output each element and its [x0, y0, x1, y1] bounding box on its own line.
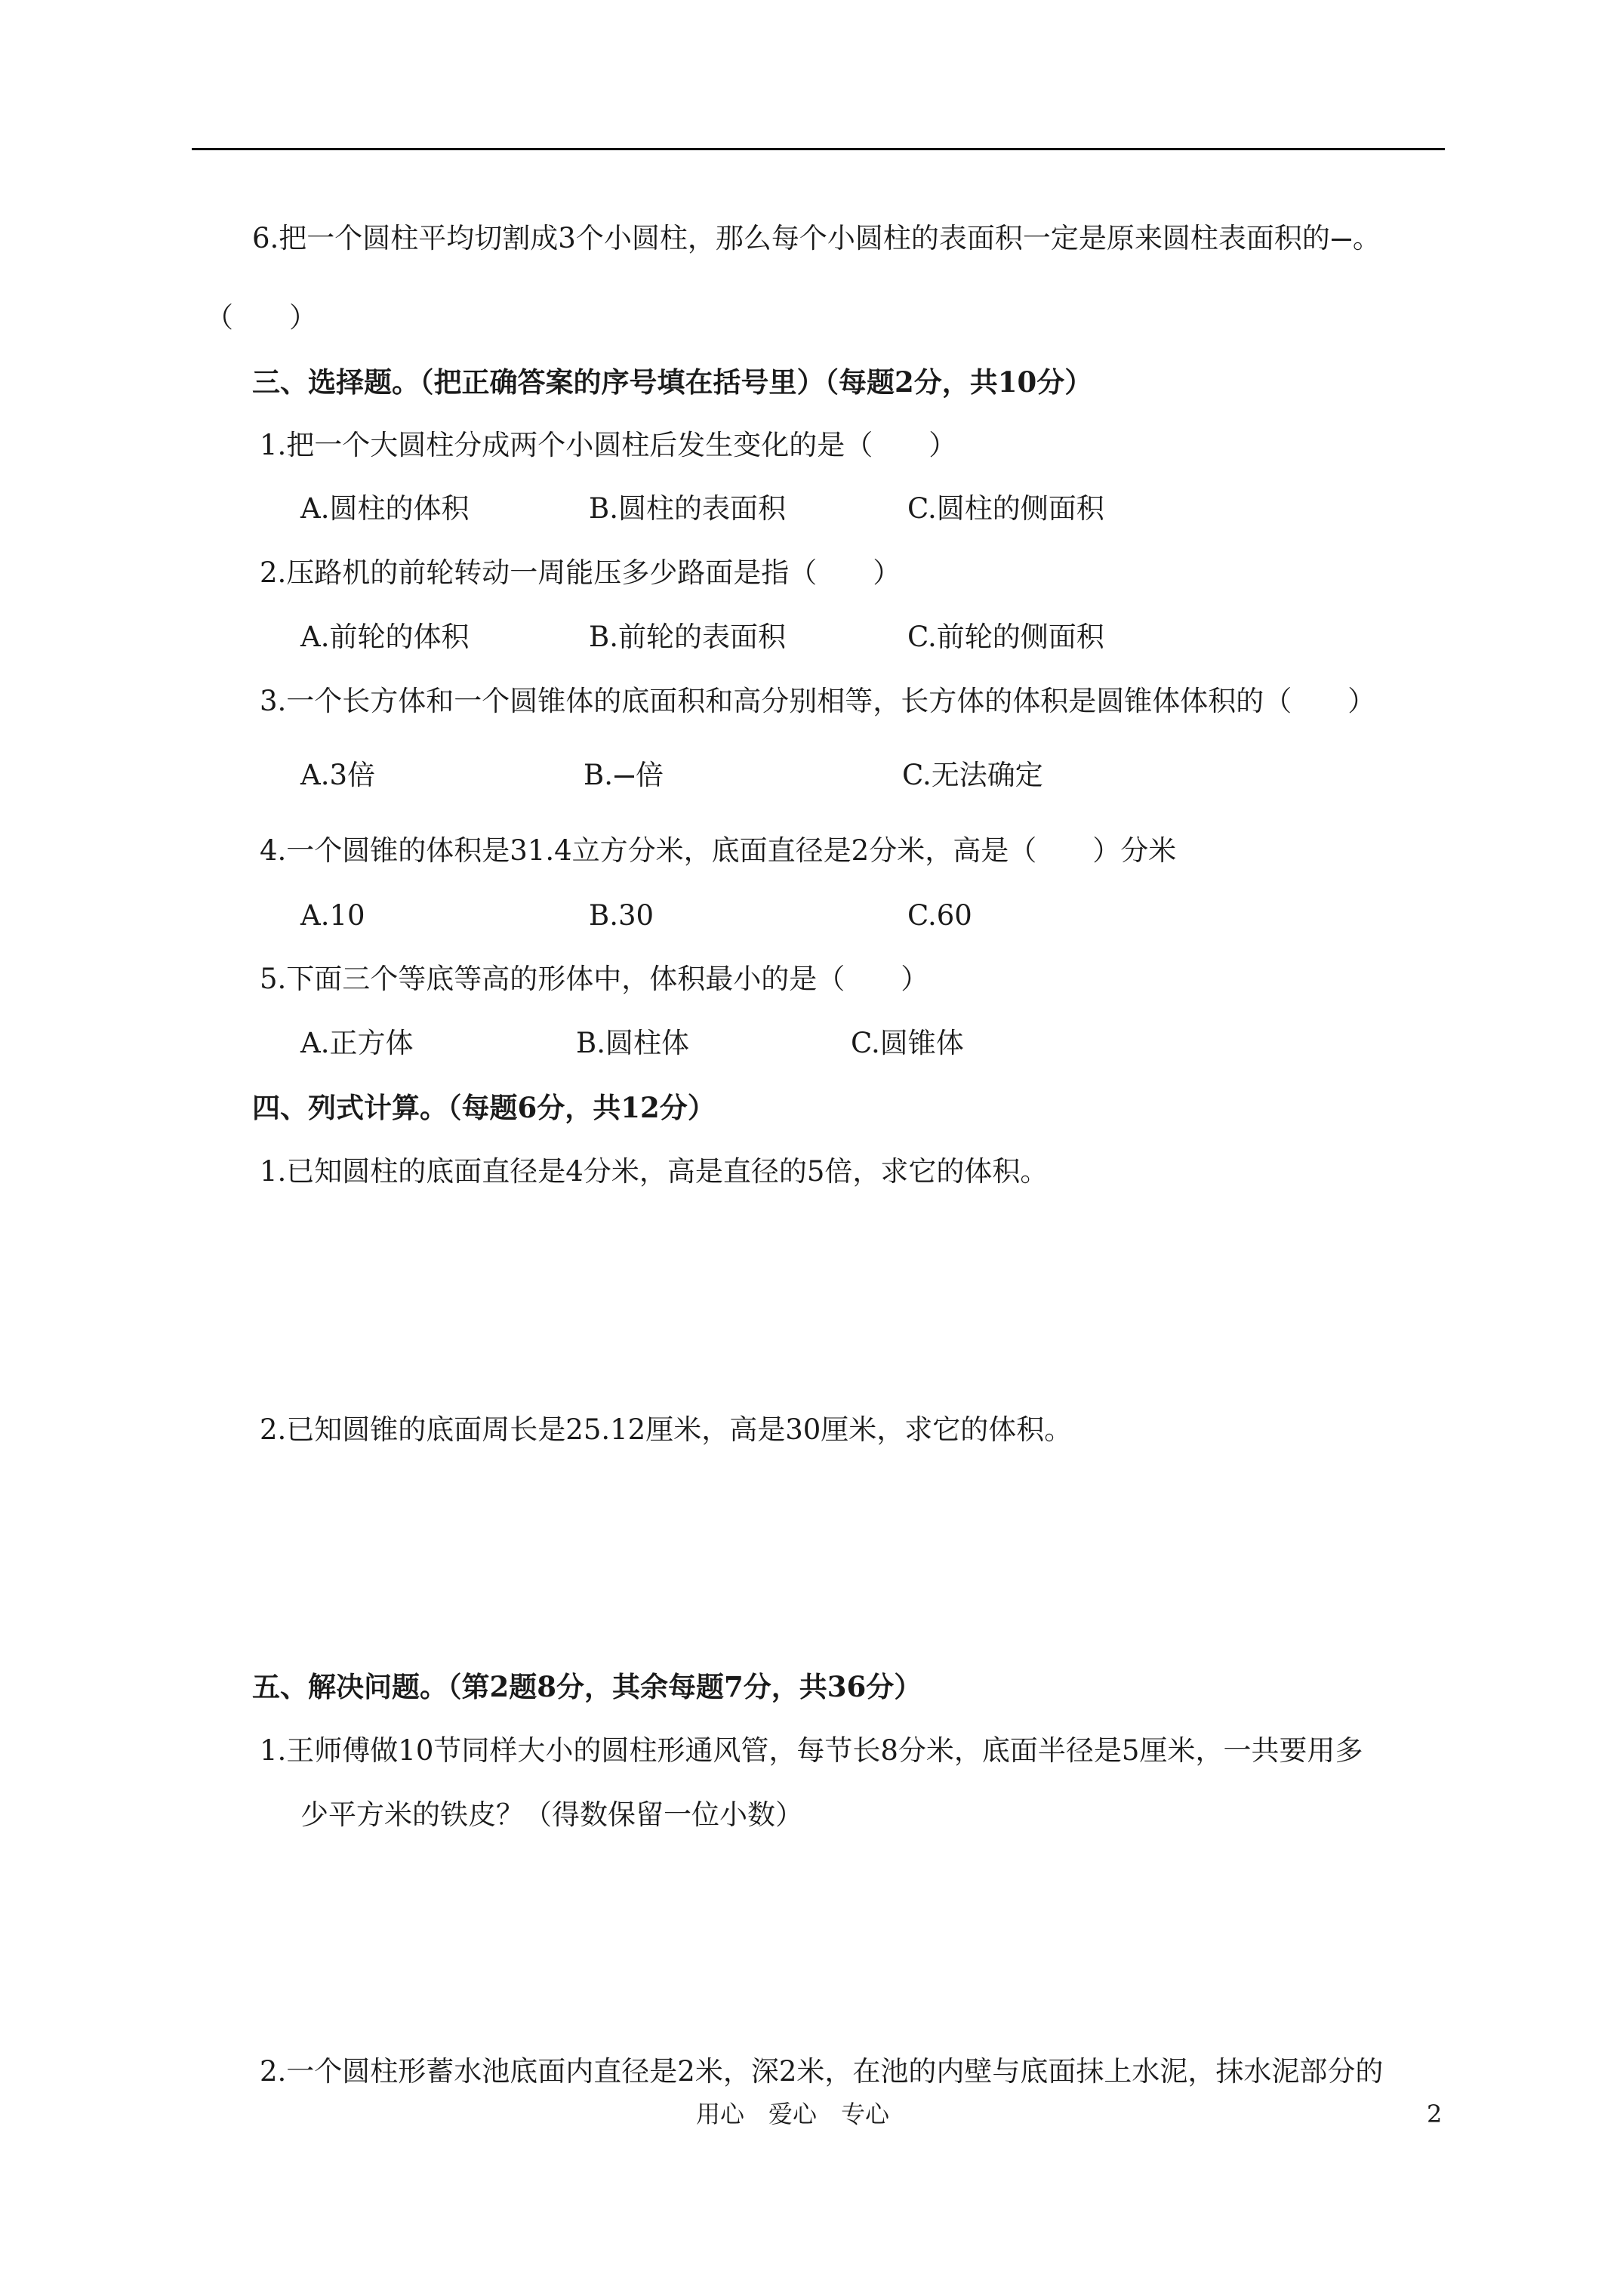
choice-2-option-c: C.前轮的侧面积 — [907, 621, 1104, 653]
fraction-one-third — [1330, 220, 1353, 257]
choice-1-option-b: B.圆柱的表面积 — [589, 492, 786, 525]
question-6-tail: 。 — [1352, 222, 1381, 254]
calc-question-2: 2.已知圆锥的底面周长是25.12厘米，高是30厘米，求它的体积。 — [260, 1413, 1073, 1446]
choice-4-option-c: C.60 — [907, 899, 972, 932]
problem-1-line-1: 1.王师傅做10节同样大小的圆柱形通风管，每节长8分米，底面半径是5厘米，一共要用多 — [260, 1734, 1363, 1767]
choice-5-option-b: B.圆柱体 — [576, 1027, 689, 1059]
choice-4-option-b: B.30 — [589, 899, 654, 932]
choice-question-2: 2.压路机的前轮转动一周能压多少路面是指（ ） — [260, 556, 901, 589]
calc-question-1: 1.已知圆柱的底面直径是4分米，高是直径的5倍，求它的体积。 — [260, 1155, 1049, 1188]
section-5-heading: 五、解决问题。（第2题8分，其余每题7分，共36分） — [252, 1670, 922, 1703]
question-6 — [252, 220, 1381, 257]
problem-1-line-2: 少平方米的铁皮？（得数保留一位小数） — [300, 1798, 803, 1831]
choice-question-1: 1.把一个大圆柱分成两个小圆柱后发生变化的是（ ） — [260, 429, 957, 461]
section-4-heading: 四、列式计算。（每题6分，共12分） — [252, 1091, 716, 1124]
choice-3-option-c: C.无法确定 — [902, 759, 1043, 791]
choice-3-option-b — [584, 757, 664, 794]
choice-question-4: 4.一个圆锥的体积是31.4立方分米，底面直径是2分米，高是（ ）分米 — [260, 834, 1177, 867]
choice-question-3: 3.一个长方体和一个圆锥体的底面积和高分别相等，长方体的体积是圆锥体体积的（ ） — [260, 685, 1376, 717]
footer-motto: 用心 爱心 专心 — [696, 2100, 890, 2128]
choice-2-option-b: B.前轮的表面积 — [589, 621, 786, 653]
choice-3-option-a: A.3倍 — [300, 759, 376, 791]
choice-5-option-a: A.正方体 — [300, 1027, 414, 1059]
problem-2-line-1: 2.一个圆柱形蓄水池底面内直径是2米，深2米，在池的内壁与底面抹上水泥，抹水泥部分的 — [260, 2055, 1384, 2088]
choice-4-option-a: A.10 — [300, 899, 365, 932]
choice-3-option-b-suffix: 倍 — [635, 759, 664, 791]
choice-1-option-c: C.圆柱的侧面积 — [907, 492, 1104, 525]
question-6-text: 6.把一个圆柱平均切割成3个小圆柱，那么每个小圆柱的表面积一定是原来圆柱表面积的 — [252, 222, 1330, 254]
choice-5-option-c: C.圆锥体 — [851, 1027, 964, 1059]
choice-1-option-a: A.圆柱的体积 — [300, 492, 470, 525]
choice-3-option-b-prefix: B. — [584, 759, 613, 791]
fraction-one-third-option — [613, 757, 636, 794]
choice-2-option-a: A.前轮的体积 — [300, 621, 470, 653]
question-6-answer-paren: （ ） — [205, 301, 317, 334]
header-rule — [192, 148, 1445, 150]
section-3-heading: 三、选择题。（把正确答案的序号填在括号里）（每题2分，共10分） — [252, 365, 1093, 399]
choice-question-5: 5.下面三个等底等高的形体中，体积最小的是（ ） — [260, 963, 929, 995]
page-number: 2 — [1427, 2100, 1443, 2128]
